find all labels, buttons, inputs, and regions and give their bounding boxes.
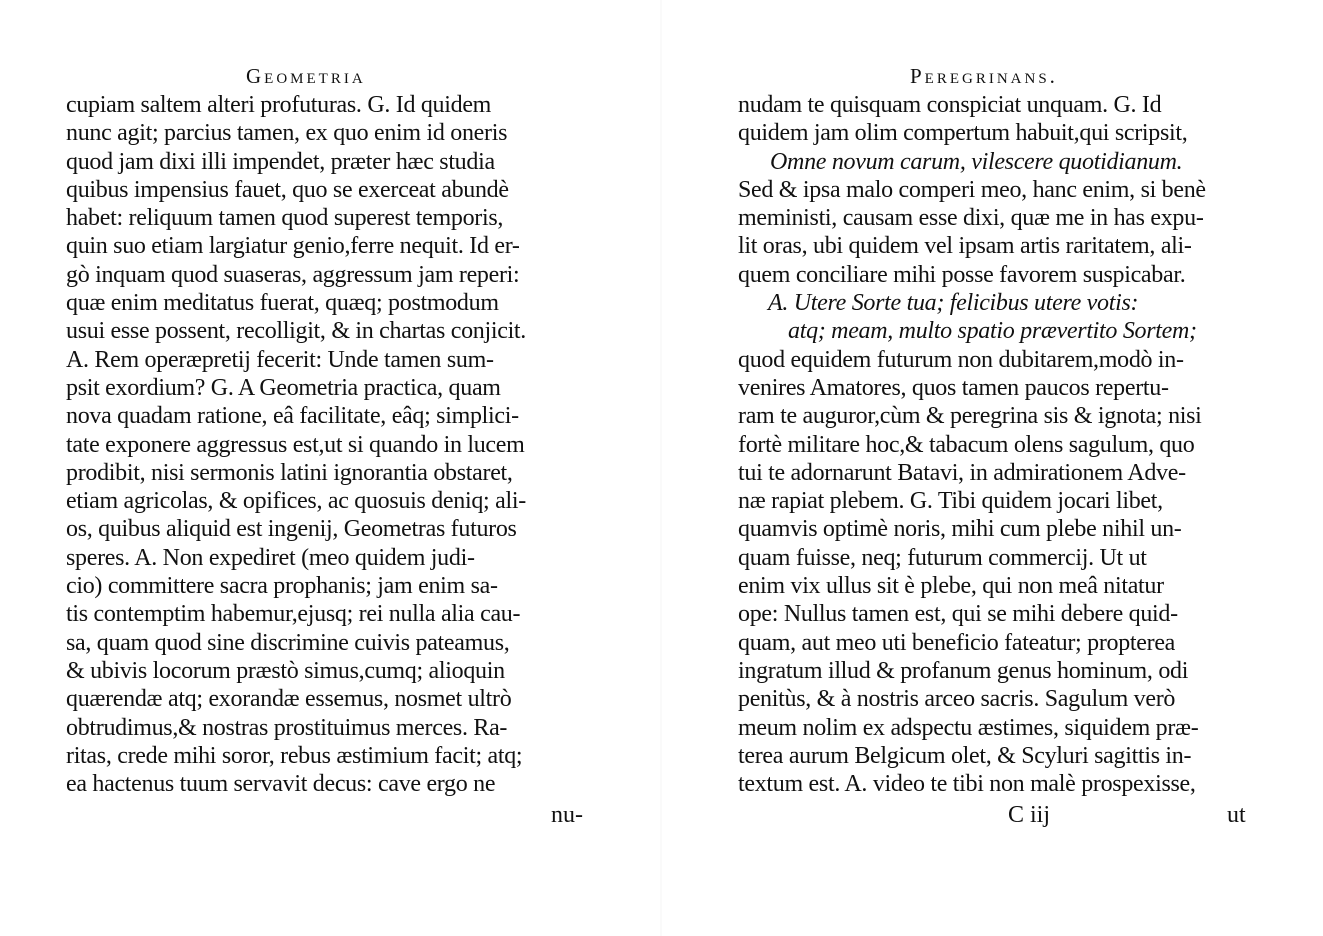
text-line: meum nolim ex adspectu æstimes, siquidem præ- <box>738 714 1199 741</box>
text-line: terea aurum Belgicum olet, & Scyluri sagittis in- <box>738 742 1192 769</box>
text-line: ope: Nullus tamen est, qui se mihi debere quid- <box>738 601 1178 628</box>
text-line: textum est. A. video te tibi non malè prospexisse, <box>738 771 1196 798</box>
text-line: quod jam dixi illi impendet, præter hæc studia <box>66 148 495 175</box>
catchword-left: nu- <box>551 802 583 828</box>
text-line: venires Amatores, quos tamen paucos repertu- <box>738 374 1169 401</box>
text-line: nudam te quisquam conspiciat unquam. G. Id <box>738 92 1162 118</box>
text-line: cio) committere sacra prophanis; jam enim sa- <box>66 573 498 600</box>
verse-line: atq; meam, multo spatio prævertito Sortem; <box>788 318 1197 345</box>
text-line: Sed & ipsa malo comperi meo, hanc enim, si benè <box>738 176 1206 203</box>
text-line: nunc agit; parcius tamen, ex quo enim id oneris <box>66 120 508 147</box>
text-line: quidem jam olim compertum habuit,qui scripsit, <box>738 120 1188 147</box>
text-line: ea hactenus tuum servavit decus: cave ergo ne <box>66 771 496 798</box>
catchword-right: ut <box>1227 802 1246 828</box>
running-head-left: Geometria <box>246 64 366 88</box>
text-line: speres. A. Non expediret (meo quidem judi- <box>66 544 475 571</box>
text-line: tis contemptim habemur,ejusq; rei nulla alia cau- <box>66 601 521 628</box>
left-page-text <box>66 91 586 798</box>
text-line: quam, aut meo uti beneficio fateatur; propterea <box>738 629 1176 656</box>
text-line: obtrudimus,& nostras prostituimus merces. Ra- <box>66 714 508 741</box>
text-line: nova quadam ratione, eâ facilitate, eâq; simplici- <box>66 403 519 430</box>
text-line: ram te auguror,cùm & peregrina sis & ignota; nisi <box>738 403 1202 430</box>
left-page <box>0 0 661 936</box>
text-line: & ubivis locorum præstò simus,cumq; alioquin <box>66 657 505 684</box>
text-line: usui esse possent, recolligit, & in chartas conjicit. <box>66 318 526 345</box>
text-line: quam fuisse, neq; futurum commercij. Ut ut <box>738 544 1147 571</box>
text-line: quamvis optimè noris, mihi cum plebe nihil un- <box>738 516 1182 543</box>
text-line: os, quibus aliquid est ingenij, Geometras futuros <box>66 516 517 543</box>
text-line: meministi, causam esse dixi, quæ me in has expu- <box>738 205 1204 232</box>
text-line: enim vix ullus sit è plebe, qui non meâ nitatur <box>738 573 1164 600</box>
signature-mark: C iij <box>1008 802 1051 828</box>
text-line: A. Rem operæpretij fecerit: Unde tamen sum- <box>66 346 494 373</box>
right-page-text <box>738 91 1258 798</box>
verse-line: Omne novum carum, vilescere quotidianum. <box>770 148 1183 175</box>
text-line: quibus impensius fauet, quo se exerceat abundè <box>66 176 509 203</box>
text-line: quæ enim meditatus fuerat, quæq; postmodum <box>66 290 499 317</box>
verse-line: A. Utere Sorte tua; felicibus utere votis: <box>768 290 1139 317</box>
text-line: tate exponere aggressus est,ut si quando in lucem <box>66 431 525 458</box>
text-line: etiam agricolas, & opifices, ac quosuis deniq; ali- <box>66 488 526 515</box>
text-line: ingratum illud & profanum genus hominum, odi <box>738 657 1189 684</box>
text-line: gò inquam quod suaseras, aggressum jam reperi: <box>66 261 520 288</box>
text-line: næ rapiat plebem. G. Tibi quidem jocari libet, <box>738 488 1163 515</box>
text-line: quod equidem futurum non dubitarem,modò in- <box>738 346 1184 373</box>
text-line: ritas, crede mihi soror, rebus æstimium facit; atq; <box>66 742 523 769</box>
text-line: prodibit, nisi sermonis latini ignorantia obstaret, <box>66 459 513 486</box>
text-line: psit exordium? G. A Geometria practica, quam <box>66 374 501 401</box>
text-line: quin suo etiam largiatur genio,ferre nequit. Id er- <box>66 233 520 260</box>
right-page <box>662 0 1323 936</box>
text-line: lit oras, ubi quidem vel ipsam artis raritatem, ali- <box>738 233 1192 260</box>
text-line: cupiam saltem alteri profuturas. G. Id quidem <box>66 92 492 118</box>
text-line: sa, quam quod sine discrimine cuivis pateamus, <box>66 629 510 656</box>
text-line: quærendæ atq; exorandæ essemus, nosmet ultrò <box>66 686 512 713</box>
text-line: tui te adornarunt Batavi, in admirationem Adve- <box>738 459 1186 486</box>
text-line: fortè militare hoc,& tabacum olens sagulum, quo <box>738 431 1195 458</box>
text-line: quem conciliare mihi posse favorem suspicabar. <box>738 261 1186 288</box>
running-head-right: Peregrinans. <box>910 64 1058 88</box>
text-line: penitùs, & à nostris arceo sacris. Sagulum verò <box>738 686 1176 713</box>
text-line: habet: reliquum tamen quod superest temporis, <box>66 205 504 232</box>
